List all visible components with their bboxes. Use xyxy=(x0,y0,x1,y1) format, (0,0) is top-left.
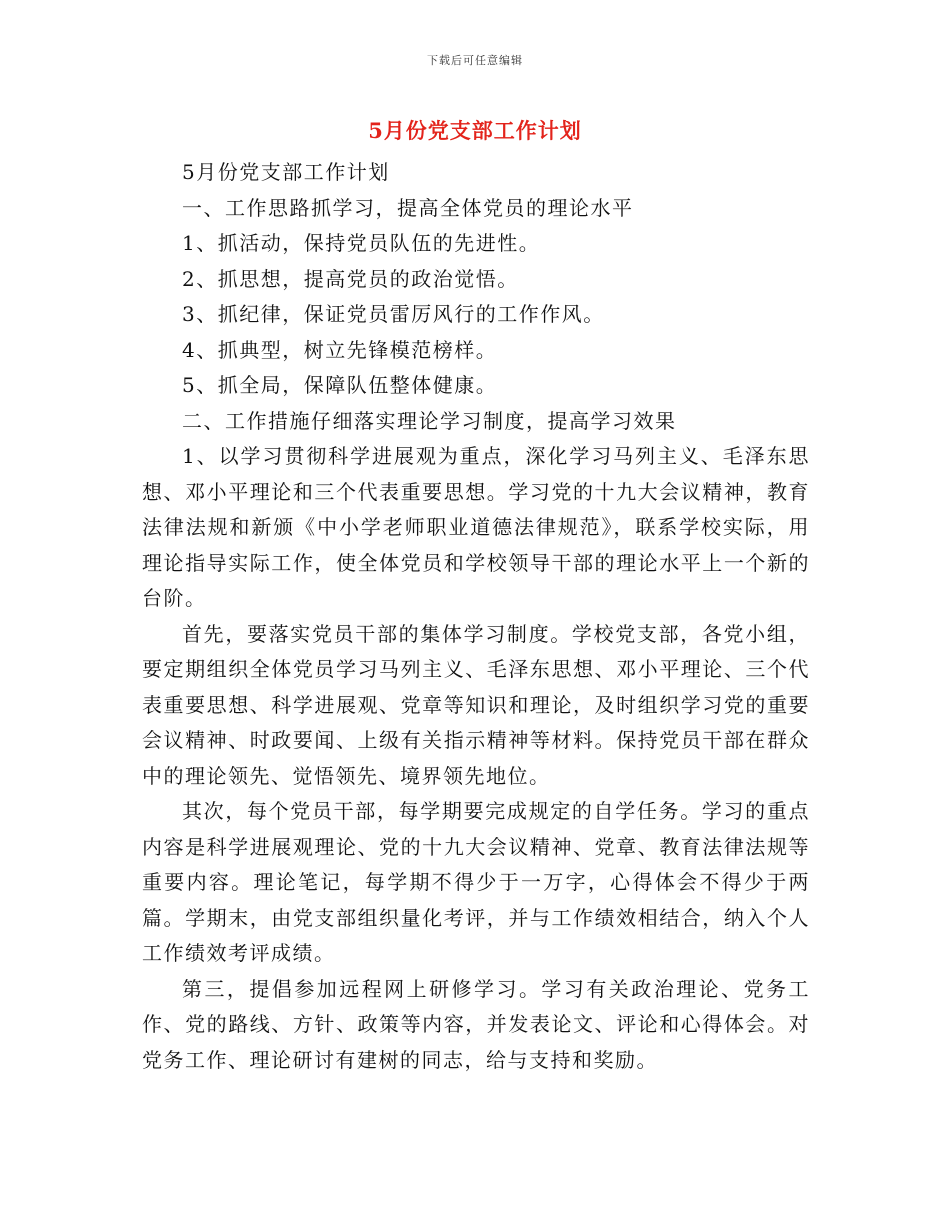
list-item: 2、抓思想，提高党员的政治觉悟。 xyxy=(182,266,519,291)
paragraph: 其次，每个党员干部，每学期要完成规定的自学任务。学习的重点内容是科学进展观理论、党的十九大会议精神、党章、教育法律法规等重要内容。理论笔记，每学期不得少于一万字，心得体会不得少于两篇。学期末，由党支部组织量化考评，并与工作绩效相结合，纳入个人工作绩效考评成绩。 xyxy=(142,799,810,965)
paragraph: 首先，要落实党员干部的集体学习制度。学校党支部，各党小组，要定期组织全体党员学习马列主义、毛泽东思想、邓小平理论、三个代表重要思想、科学进展观、党章等知识和理论，及时组织学习党的重要会议精神、时政要闻、上级有关指示精神等材料。保持党员干部在群众中的理论领先、觉悟领先、境界领先地位。 xyxy=(142,621,810,788)
list-item: 5、抓全局，保障队伍整体健康。 xyxy=(182,373,498,397)
document-title: 5月份党支部工作计划 xyxy=(368,118,582,143)
paragraph: 第三，提倡参加远程网上研修学习。学习有关政治理论、党务工作、党的路线、方针、政策等内容，并发表论文、评论和心得体会。对党务工作、理论研讨有建树的同志，给与支持和奖励。 xyxy=(142,976,810,1072)
list-item: 1、抓活动，保持党员队伍的先进性。 xyxy=(182,231,541,255)
list-item: 3、抓纪律，保证党员雷厉风行的工作作风。 xyxy=(182,302,605,326)
section-heading: 二、工作措施仔细落实理论学习制度，提高学习效果 xyxy=(182,408,677,433)
header-note: 下载后可任意编辑 xyxy=(427,54,523,67)
paragraph: 5月份党支部工作计划 xyxy=(182,160,390,184)
list-item: 4、抓典型，树立先锋模范榜样。 xyxy=(182,337,498,362)
paragraph: 1、以学习贯彻科学进展观为重点，深化学习马列主义、毛泽东思想、邓小平理论和三个代表重要思想。学习党的十九大会议精神，教育法律法规和新颁《中小学老师职业道德法律规范》，联系学校实际，用理论指导实际工作，使全体党员和学校领导干部的理论水平上一个新的台阶。 xyxy=(142,444,810,610)
document-body xyxy=(142,155,810,1078)
section-heading: 一、工作思路抓学习，提高全体党员的理论水平 xyxy=(182,195,634,220)
